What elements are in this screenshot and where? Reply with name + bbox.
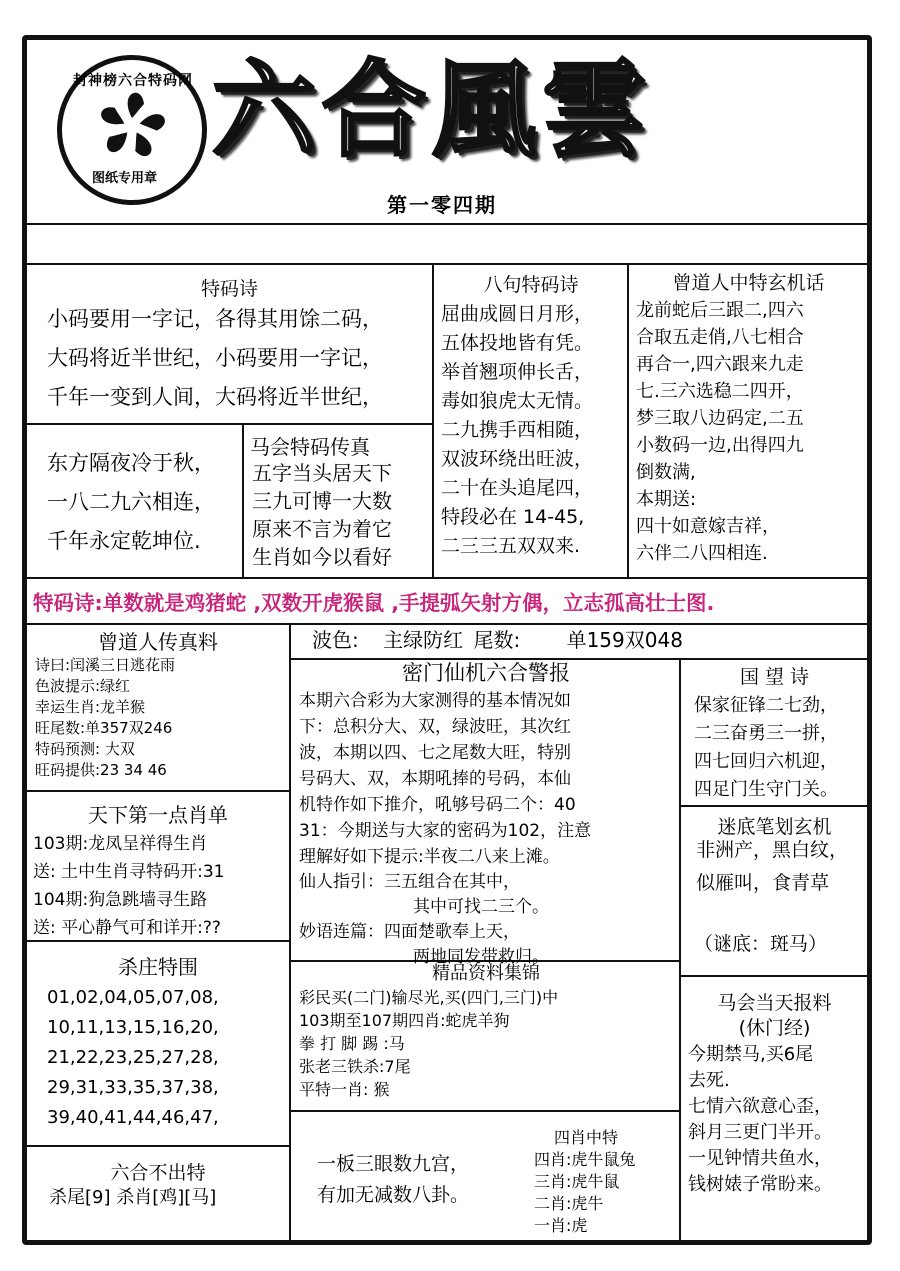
mahui-day-line: 今期禁马,买6尾: [688, 1044, 814, 1065]
mahui-fax-line: 生肖如今以看好: [252, 545, 392, 569]
divider: [289, 623, 291, 1245]
kill-line: 21,22,23,25,27,28,: [47, 1047, 219, 1068]
poem-main-line: 大码将近半世纪，小码要用一字记，: [47, 346, 383, 370]
eight-lines-line: 双波环绕出旺波，: [441, 448, 594, 470]
divider: [27, 623, 867, 625]
four-zodiac-title: 四肖中特: [554, 1128, 619, 1147]
taoist-title: 曾道人中特玄机话: [672, 272, 825, 294]
eight-lines-line: 特段必在 14-45,: [441, 506, 585, 528]
banner-poem: 特码诗:单数就是鸡猪蛇 ,双数开虎猴鼠 ,手提弧矢射方偶，立志孤高壮士图.: [33, 591, 715, 615]
four-zodiac-line: 二肖:虎牛: [534, 1194, 604, 1213]
eight-lines-line: 屈曲成圆日月形，: [441, 303, 594, 325]
divider: [679, 805, 867, 807]
mahui-day-subtitle: (休门经): [738, 1017, 811, 1039]
four-zodiac-line: 四肖:虎牛鼠兔: [534, 1150, 636, 1169]
first-zodiac-title: 天下第一点肖单: [88, 803, 228, 827]
eight-lines-line: 五体投地皆有凭。: [441, 332, 594, 354]
eight-lines-line: 二九携手西相随，: [441, 419, 594, 441]
taoist-line: 倒数满,: [636, 462, 696, 483]
collection-line: 平特一肖: 猴: [299, 1080, 390, 1099]
secret-hint1: [299, 874, 679, 891]
collection-line: 张老三铁杀:7尾: [299, 1057, 411, 1076]
national-title: 国 望 诗: [739, 666, 810, 688]
board-line: 一板三眼数九宫，: [317, 1153, 470, 1175]
seal-bottom-text: 图纸专用章: [92, 171, 158, 186]
kill-line: 29,31,33,35,37,38,: [47, 1077, 219, 1098]
divider: [627, 263, 629, 577]
mahui-day-title: 马会当天报料: [717, 992, 832, 1014]
mahui-day-line: 钱树婊子常盼来。: [688, 1174, 832, 1195]
mahui-fax-line: 三九可博一大数: [252, 489, 392, 513]
poem-second-section: [27, 425, 242, 552]
first-zodiac-section: [27, 793, 289, 937]
national-line: 二三奋勇三一拼，: [694, 723, 838, 744]
taoist-line: 七.三六选稳二四开，: [636, 381, 804, 402]
taoist-line: 梦三取八边码定,二五: [636, 408, 804, 429]
four-zodiac-section: [532, 1130, 679, 1234]
taoist-line: 合取五走俏,八七相合: [636, 327, 804, 348]
secret-line: 下：总积分大、双，绿波旺，其次红: [299, 717, 571, 737]
divider: [289, 658, 867, 660]
fax-title: 曾道人传真料: [98, 630, 218, 654]
first-zodiac-line: 送: 平心静气可和详开:??: [33, 918, 221, 938]
poem-second-line: 一八二九六相连，: [47, 490, 215, 514]
secret-line: 本期六合彩为大家测得的基本情况如: [299, 691, 571, 711]
poem-main-line: 千年一变到人间，大码将近半世纪，: [47, 385, 383, 409]
fax-line: 幸运生肖:龙羊猴: [35, 698, 146, 716]
kill-line: 01,02,04,05,07,08,: [47, 987, 219, 1008]
hint1-line-b: 其中可找二三个。: [413, 897, 549, 917]
taoist-line: 小数码一边,出得四九: [636, 435, 804, 456]
collection-section: [293, 963, 679, 1098]
first-zodiac-line: 送: 土中生肖寻特码开:31: [33, 862, 225, 882]
eight-lines-line: 举首翘项伸长舌，: [441, 361, 594, 383]
poem-main-section: [27, 268, 432, 408]
tail-label: 尾数:: [473, 628, 521, 652]
national-section: [682, 662, 867, 799]
riddle-answer: （谜底：斑马）: [694, 933, 828, 955]
masthead-title: 六合風雲: [212, 48, 653, 171]
no-special-section: [27, 1148, 289, 1207]
poem-main-title: 特码诗: [200, 278, 258, 300]
taoist-section: [630, 268, 867, 563]
four-zodiac-line: 三肖:虎牛鼠: [534, 1172, 620, 1191]
divider: [27, 263, 867, 265]
hint2-line-b: 两地同发带救归。: [413, 947, 549, 967]
divider: [27, 790, 289, 792]
fax-line: 特码预测: 大双: [35, 740, 135, 758]
divider: [679, 658, 681, 1245]
eight-lines-section: [435, 268, 627, 556]
newspaper-frame: [22, 35, 872, 1245]
divider: [27, 223, 867, 225]
taoist-line: 龙前蛇后三跟二,四六: [636, 300, 804, 321]
hint1-line-a: 三五组合在其中，: [384, 872, 520, 892]
riddle-line: 非洲产，黑白纹，: [696, 839, 849, 861]
taoist-line: 本期送:: [636, 489, 697, 510]
no-special-line: 杀尾[9] 杀肖[鸡][马]: [49, 1187, 217, 1208]
eight-lines-line: 二十在头追尾四，: [441, 477, 594, 499]
hint2-label: 妙语连篇：: [299, 922, 384, 942]
hint1-label: 仙人指引：: [299, 872, 384, 892]
mahui-day-line: 七情六欲意心歪，: [688, 1096, 832, 1117]
kill-section: [27, 943, 289, 1127]
divider: [27, 577, 867, 579]
taoist-line: 六伴二八四相连.: [636, 543, 768, 564]
fax-line: 旺码提供:23 34 46: [35, 761, 167, 779]
mahui-day-line: 斜月三更门半开。: [688, 1122, 832, 1143]
secret-line: 号码大、双，本期吼捧的号码，本仙: [299, 769, 571, 789]
wave-label: 波色:: [312, 628, 359, 652]
riddle-line: 似雁叫，食青草: [696, 872, 830, 894]
poem-main-line: 小码要用一字记，各得其用馀二码，: [47, 307, 383, 331]
mahui-fax-title: 马会特码传真: [250, 435, 370, 459]
divider: [289, 1110, 679, 1112]
collection-line: 拳 打 脚 踢 :马: [299, 1034, 405, 1053]
divider: [27, 940, 289, 942]
kill-line: 39,40,41,44,46,47,: [47, 1107, 219, 1128]
eight-lines-line: 毒如狼虎太无情。: [441, 390, 594, 412]
taoist-line: 四十如意嫁吉祥，: [636, 516, 780, 537]
fax-line: 旺尾数:单357双246: [35, 719, 173, 737]
eight-lines-line: 二三三五双双来.: [441, 535, 581, 557]
fax-line: 色波提示:绿红: [35, 677, 131, 695]
secret-line: 机特作如下推介，吼够号码二个：40: [299, 795, 576, 815]
first-zodiac-line: 104期:狗急跳墙寻生路: [33, 890, 208, 910]
first-zodiac-line: 103期:龙凤呈祥得生肖: [33, 834, 208, 854]
secret-title: 密门仙机六合警报: [402, 661, 570, 685]
secret-hint2: [299, 924, 679, 941]
board-section: [317, 1155, 469, 1205]
riddle-section: [682, 808, 867, 954]
divider: [432, 263, 434, 577]
wave-value: 主绿防红: [383, 628, 464, 652]
no-special-title: 六合不出特: [110, 1162, 206, 1184]
poem-second-line: 东方隔夜冷于秋，: [47, 451, 215, 475]
secret-section: [293, 661, 679, 966]
kill-line: 10,11,13,15,16,20,: [47, 1017, 219, 1038]
mahui-fax-line: 原来不言为着它: [252, 517, 392, 541]
mahui-fax-section: [244, 425, 432, 567]
seal-stamp: [57, 55, 207, 205]
national-line: 保家征锋二七劲，: [694, 695, 838, 716]
mahui-day-section: [682, 978, 867, 1194]
hint2-line-a: 四面楚歌奉上天，: [384, 922, 520, 942]
fax-line: 诗曰:闰溪三日逃花雨: [35, 656, 176, 674]
secret-line: 理解好如下提示:半夜二八来上滩。: [299, 847, 560, 867]
riddle-title: 迷底笔划玄机: [717, 816, 832, 838]
mahui-fax-line: 五字当头居天下: [252, 461, 392, 485]
divider: [679, 975, 867, 977]
collection-title: 精品资料集锦: [432, 963, 540, 984]
poem-second-line: 千年永定乾坤位.: [47, 529, 201, 553]
kill-title: 杀庄特围: [118, 955, 198, 979]
national-line: 四七回归六机迎，: [694, 751, 838, 772]
mahui-day-line: 去死.: [688, 1070, 730, 1091]
board-line: 有加无减数八卦。: [317, 1184, 470, 1206]
wave-tail-row: [312, 630, 683, 650]
seal-ring-text: 封神榜六合特码网: [73, 73, 193, 89]
fax-section: [27, 626, 289, 778]
secret-line: 31：今期送与大家的密码为102，注意: [299, 821, 592, 841]
four-zodiac-line: 一肖:虎: [534, 1216, 588, 1235]
national-line: 四足门生守门关。: [694, 779, 838, 800]
secret-line: 波，本期以四、七之尾数大旺，特别: [299, 743, 571, 763]
issue-number: 第一零四期: [387, 193, 497, 217]
collection-line: 彩民买(二门)输尽光,买(四门,三门)中: [299, 988, 559, 1007]
mahui-day-line: 一见钟情共鱼水，: [688, 1148, 832, 1169]
taoist-line: 再合一,四六跟来九走: [636, 354, 804, 375]
eight-lines-title: 八句特码诗: [483, 274, 579, 296]
divider: [27, 1145, 289, 1147]
collection-line: 103期至107期四肖:蛇虎羊狗: [299, 1011, 510, 1030]
tail-value: 单159双048: [566, 628, 683, 652]
